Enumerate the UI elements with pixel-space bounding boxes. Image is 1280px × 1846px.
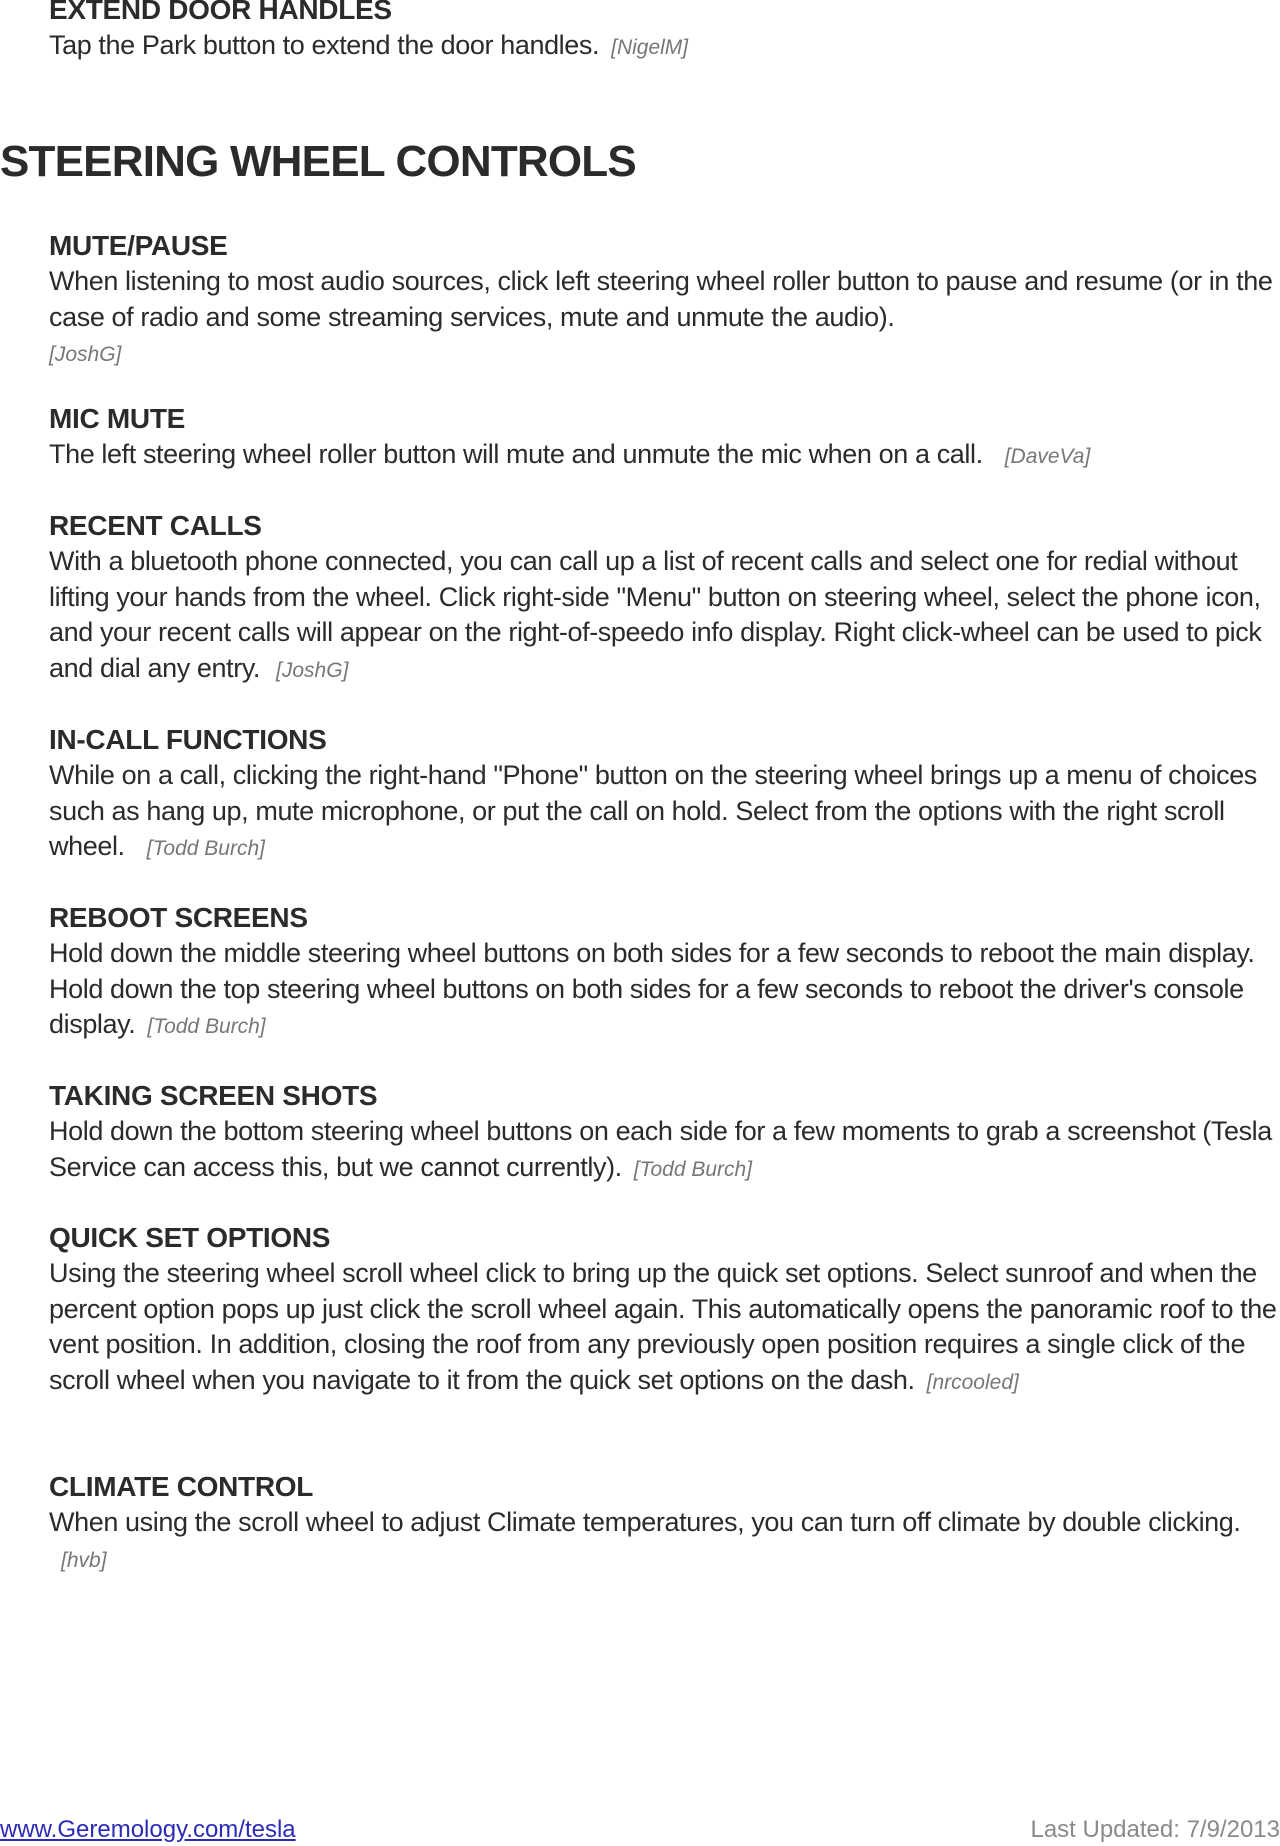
tip-text: The left steering wheel roller button will mute and unmute the mic when on a call. [49, 439, 983, 469]
footer-website-link[interactable]: www.Geremology.com/tesla [0, 1816, 296, 1843]
tip-title: MUTE/PAUSE [49, 230, 228, 261]
tip-text: Tap the Park button to extend the door handles. [49, 30, 600, 60]
tip-body [49, 1114, 1280, 1187]
tip-extend-door-handles [49, 0, 1280, 66]
tip-title: CLIMATE CONTROL [49, 1471, 314, 1502]
tip-body [49, 936, 1280, 1045]
tip-title: REBOOT SCREENS [49, 902, 308, 933]
tip-text: Hold down the bottom steering wheel buttons on each side for a few moments to grab a screenshot (Tesla Service can access this, but we cannot currently). [49, 1116, 1272, 1182]
tip-credit: [Todd Burch] [633, 1157, 753, 1181]
tip-body [49, 1505, 1280, 1578]
tip-in-call-functions [49, 722, 1280, 867]
tip-mute-pause [49, 228, 1280, 373]
tip-body [49, 758, 1280, 867]
tip-title: QUICK SET OPTIONS [49, 1222, 331, 1253]
tip-credit: [nrcooled] [926, 1370, 1019, 1394]
tip-title: EXTEND DOOR HANDLES [49, 0, 392, 25]
tip-taking-screen-shots [49, 1078, 1280, 1187]
tip-body [49, 264, 1280, 373]
tip-body [49, 544, 1280, 688]
tip-body [49, 1256, 1280, 1400]
tip-credit: [Todd Burch] [147, 1015, 266, 1038]
footer-last-updated: Last Updated: 7/9/2013 [1030, 1816, 1280, 1843]
tip-credit: [JoshG] [276, 658, 349, 682]
tip-title: MIC MUTE [49, 403, 186, 434]
tip-quick-set-options [49, 1220, 1280, 1400]
tip-title: IN-CALL FUNCTIONS [49, 724, 327, 755]
tip-recent-calls [49, 508, 1280, 688]
tip-text: Using the steering wheel scroll wheel click to bring up the quick set options. Select sunroof and when the percent option pops up just click the scroll wheel again. This automatically opens the panoramic roof to the vent position. In addition, closing the roof from any previously open position requires a single click of the scroll wheel when you navigate to it from the quick set options on the dash. [49, 1258, 1277, 1395]
tip-text: When using the scroll wheel to adjust Climate temperatures, you can turn off climate by double clicking. [49, 1507, 1241, 1537]
tip-body [49, 437, 1280, 475]
tip-text: While on a call, clicking the right-hand "Phone" button on the steering wheel brings up a menu of choices such as hang up, mute microphone, or put the call on hold. Select from the options with the right scroll wheel. [49, 760, 1257, 861]
tip-credit: [NigelM] [611, 36, 689, 59]
tip-title: TAKING SCREEN SHOTS [49, 1080, 378, 1111]
tip-text: Hold down the middle steering wheel buttons on both sides for a few seconds to reboot the main display. Hold down the top steering wheel buttons on both sides for a few seconds to reboot the driver's console display. [49, 938, 1255, 1039]
section-heading: STEERING WHEEL CONTROLS [0, 137, 636, 186]
tip-text: When listening to most audio sources, click left steering wheel roller button to pause and resume (or in the case of radio and some streaming services, mute and unmute the audio). [49, 266, 1273, 332]
tip-body [49, 28, 1280, 66]
tip-title: RECENT CALLS [49, 510, 262, 541]
tip-credit: [JoshG] [49, 343, 122, 366]
tip-credit: [hvb] [61, 1548, 107, 1572]
tip-credit: [DaveVa] [1004, 445, 1091, 468]
tip-reboot-screens [49, 900, 1280, 1045]
tip-text: With a bluetooth phone connected, you can call up a list of recent calls and select one for redial without lifting your hands from the wheel. Click right-side "Menu" button on steering wheel, select the phone icon, and your recent calls will appear on the right-of-speedo info display. Right click-wheel can be used to pick and dial any entry. [49, 546, 1262, 683]
tip-credit: [Todd Burch] [146, 837, 265, 860]
tip-climate-control [49, 1469, 1280, 1578]
tip-mic-mute [49, 401, 1280, 475]
